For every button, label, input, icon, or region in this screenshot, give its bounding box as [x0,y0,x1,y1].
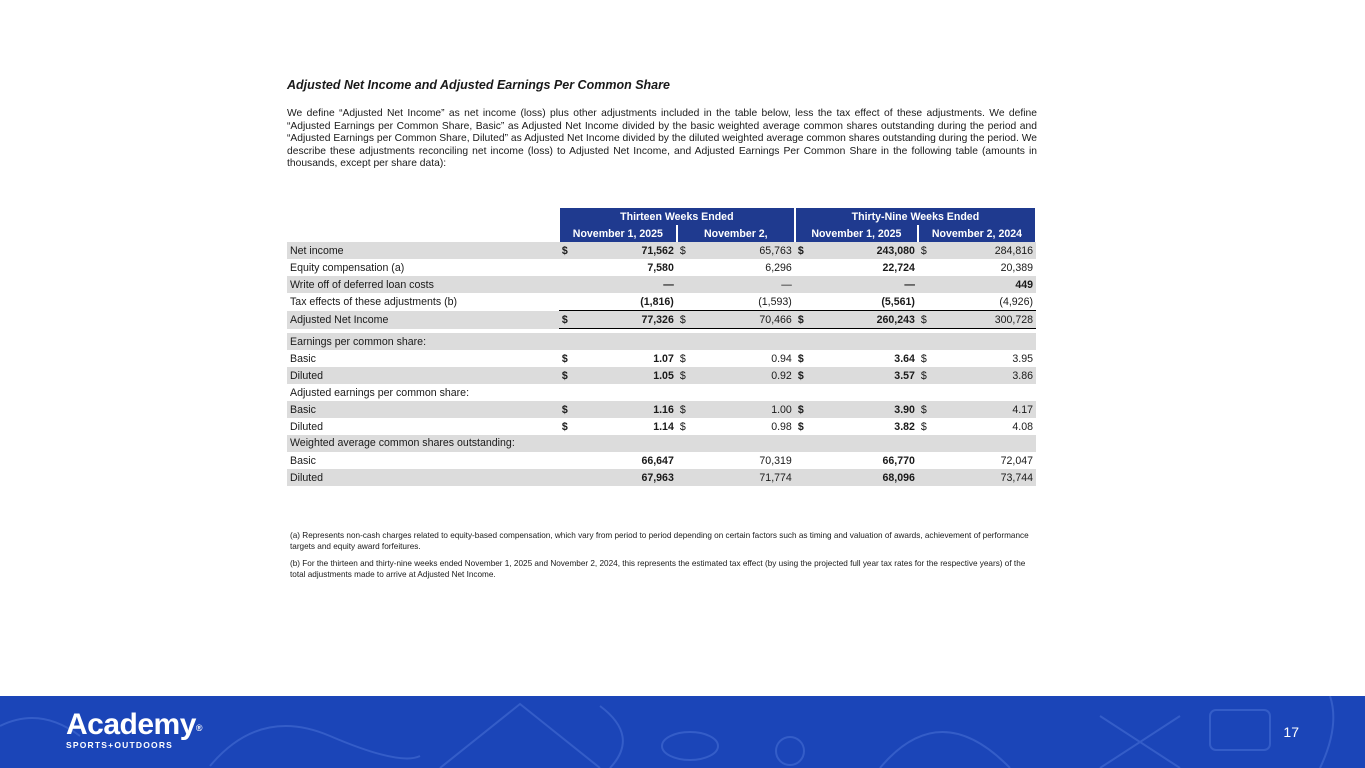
currency-symbol: $ [795,242,816,259]
page-number: 17 [1283,724,1299,740]
cell-value: 3.64 [894,352,915,365]
currency-symbol: $ [797,420,804,433]
table-row [287,259,1036,276]
adjusted-net-income-table [287,208,1037,486]
cell-value: 1.07 [653,352,674,365]
currency-symbol: $ [918,311,939,329]
row-label: Basic [290,352,316,365]
currency-symbol: $ [677,401,698,418]
cell-value: (4,926) [938,293,1036,311]
cell-value: 3.82 [894,420,915,433]
section-row [287,333,1036,350]
cell-value: — [579,276,676,293]
currency-symbol: $ [677,242,698,259]
cell-value: 1.05 [579,367,676,384]
cell-value: 7,580 [647,261,674,274]
currency-symbol: $ [918,401,939,418]
cell-value: (1,593) [697,293,794,311]
currency-symbol: $ [561,420,568,433]
table-row [287,311,1036,329]
cell-value: 68,096 [815,469,918,486]
currency-symbol: $ [797,352,804,365]
section-heading: Adjusted Net Income and Adjusted Earnings Per Common Share [287,78,670,92]
row-label: Diluted [287,469,559,486]
currency-symbol: $ [559,367,580,384]
row-label: Basic [287,401,559,418]
cell-value: 1.16 [579,401,676,418]
footer-bar [0,696,1365,768]
cell-value: 70,319 [759,454,792,467]
currency-symbol: $ [677,367,698,384]
cell-value: 284,816 [938,242,1036,259]
cell-value: 1.14 [653,420,674,433]
chair-outline-icon [1100,716,1180,768]
group-header-thirteen: Thirteen Weeks Ended [559,208,795,225]
currency-symbol: $ [918,242,939,259]
cell-value: 449 [938,276,1036,293]
currency-symbol: $ [920,352,927,365]
shoe-outline-icon [210,726,420,766]
cell-value: 3.95 [1012,352,1033,365]
tent-outline-icon [440,704,600,768]
currency-symbol: $ [918,367,939,384]
snorkel-outline-icon [1320,696,1333,768]
group-header-row [287,208,1036,225]
cell-value: 1.00 [697,401,794,418]
footnotes [290,530,1036,586]
row-label: Write off of deferred loan costs [287,276,559,293]
row-label: Adjusted Net Income [287,311,559,329]
duck-outline-icon [662,732,718,760]
cell-value: 22,724 [882,261,915,274]
row-label: Diluted [290,420,323,433]
cell-value: 71,774 [697,469,794,486]
table-row [287,293,1036,311]
row-label: Adjusted earnings per common share: [290,386,470,399]
cell-value: 72,047 [1000,454,1033,467]
cell-value: — [697,276,794,293]
cell-value: 243,080 [815,242,918,259]
currency-symbol: $ [559,401,580,418]
currency-symbol: $ [561,352,568,365]
row-label: Earnings per common share: [287,333,559,350]
currency-symbol: $ [795,367,816,384]
section-row [287,384,1036,401]
currency-symbol: $ [795,311,816,329]
period-header: November 1, 2025 [559,225,677,242]
period-header-row [287,225,1036,242]
cell-value: 6,296 [765,261,792,274]
cell-value: 73,744 [938,469,1036,486]
logo-word: Academy® [66,708,203,741]
cell-value: 66,647 [641,454,674,467]
table-row [287,452,1036,469]
cell-value: 0.98 [771,420,792,433]
decorative-pattern [0,696,1365,768]
period-header: November 2, [677,225,795,242]
currency-symbol: $ [679,352,686,365]
footnote-b: (b) For the thirteen and thirty-nine weeks ended November 1, 2025 and November 2, 2024, this represents the estimated tax effect (by using the projected full year tax rates for the respective years) of the total adjustments made to arrive at Adjusted Net Income. [290,559,1026,579]
cell-value: 300,728 [938,311,1036,329]
cell-value: 3.57 [815,367,918,384]
currency-symbol: $ [795,401,816,418]
table-row [287,401,1036,418]
wing-outline-icon [880,732,1010,768]
period-header: November 2, 2024 [918,225,1036,242]
row-label: Diluted [287,367,559,384]
row-label: Net income [287,242,559,259]
currency-symbol: $ [679,420,686,433]
cell-value: 0.94 [771,352,792,365]
content [287,78,1037,171]
currency-symbol: $ [559,242,580,259]
cell-value: 3.86 [938,367,1036,384]
cell-value: 66,770 [882,454,915,467]
cell-value: 4.17 [938,401,1036,418]
table-row [287,276,1036,293]
table-row [287,418,1036,435]
cell-value: 67,963 [579,469,676,486]
section-row [287,435,1036,452]
academy-logo [66,710,202,750]
feather-outline-icon [600,706,623,768]
cell-value: — [815,276,918,293]
cell-value: 71,562 [579,242,676,259]
cell-value: 260,243 [815,311,918,329]
intro-paragraph: We define “Adjusted Net Income” as net income (loss) plus other adjustments included in the table below, less the tax effect of these adjustments. We define “Adjusted Earnings per Common Share, Basic” as Adjusted Net Income divided by the basic weighted average common shares outstanding during the period and “Adjusted Earnings per Common Share, Diluted” as Adjusted Net Income divided by the diluted weighted average common shares outstanding during the period. We describe these adjustments reconciling net income (loss) to Adjusted Net Income, and Adjusted Earnings Per Common Share in the following table (amounts in thousands, except per share data): [287,108,1037,170]
currency-symbol: $ [559,311,580,329]
cell-value: 3.90 [815,401,918,418]
cell-value: 0.92 [697,367,794,384]
cell-value: 4.08 [1012,420,1033,433]
table-row [287,367,1036,384]
table-row [287,469,1036,486]
logo-subtitle: SPORTS+OUTDOORS [66,740,174,750]
row-label: Equity compensation (a) [290,261,405,274]
currency-symbol: $ [920,420,927,433]
row-label: Basic [290,454,316,467]
cooler-outline-icon [1210,710,1270,750]
footnote-a: (a) Represents non-cash charges related to equity-based compensation, which vary from period to period depending on certain factors such as timing and valuation of awards, achievement of performance targets and equity award forfeitures. [290,531,1029,551]
group-header-thirty-nine: Thirty-Nine Weeks Ended [795,208,1036,225]
table-row [287,242,1036,259]
row-label: Tax effects of these adjustments (b) [290,295,458,308]
row-label: Weighted average common shares outstanding: [287,435,559,452]
cell-value: 20,389 [1000,261,1033,274]
cell-value: 65,763 [697,242,794,259]
cell-value: 70,466 [697,311,794,329]
currency-symbol: $ [677,311,698,329]
cell-value: 77,326 [579,311,676,329]
golf-ball-outline-icon [776,737,804,765]
period-header: November 1, 2025 [795,225,918,242]
cell-value: (5,561) [815,293,918,311]
table-row [287,350,1036,367]
cell-value: (1,816) [579,293,676,311]
